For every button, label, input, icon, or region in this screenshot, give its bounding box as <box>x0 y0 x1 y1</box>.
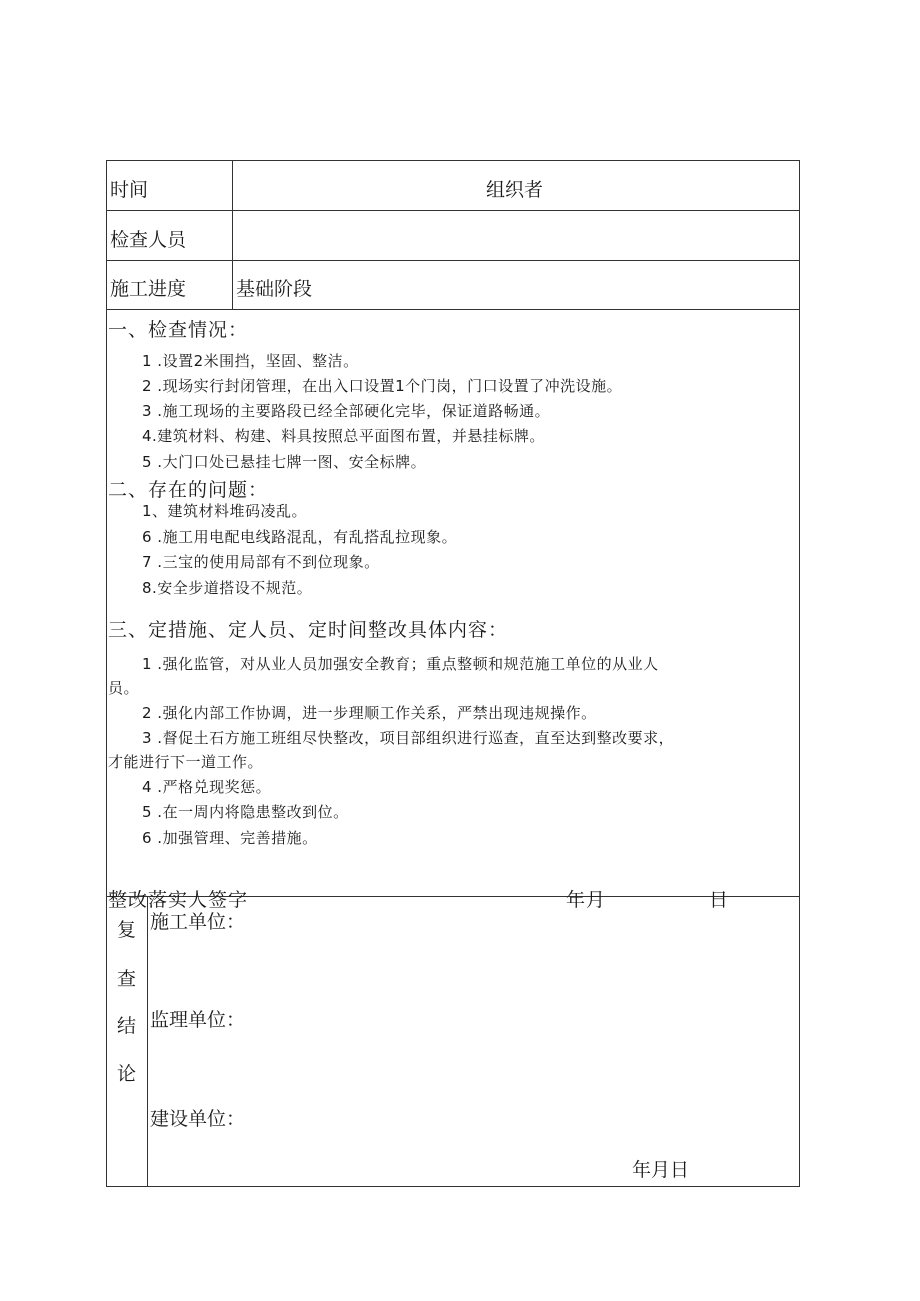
list-item: 1 .设置2米围挡，坚固、整洁。 <box>142 352 359 370</box>
list-item-continuation: 才能进行下一道工作。 <box>108 753 264 771</box>
list-item: 1、建筑材料堆码凌乱。 <box>142 502 308 520</box>
column-divider <box>147 896 148 1187</box>
signature-year-month: 年月 <box>566 889 607 911</box>
time-label: 时间 <box>110 179 149 201</box>
list-item: 5 .在一周内将隐患整改到位。 <box>142 803 349 821</box>
section-1-title: 一、检查情况： <box>108 319 249 341</box>
list-item: 3 .督促土石方施工班组尽快整改，项目部组织进行巡查，直至达到整改要求， <box>142 729 675 747</box>
section-3-title: 三、定措施、定人员、定时间整改具体内容： <box>108 619 509 641</box>
column-divider <box>232 160 233 310</box>
list-item: 4.建筑材料、构建、料具按照总平面图布置，并悬挂标牌。 <box>142 427 545 445</box>
progress-value: 基础阶段 <box>236 278 313 300</box>
list-item: 1 .强化监管，对从业人员加强安全教育；重点整顿和规范施工单位的从业人 <box>142 655 659 673</box>
supervision-unit-label: 监理单位： <box>150 1009 246 1031</box>
list-item: 4 .严格兑现奖惩。 <box>142 778 272 796</box>
list-item: 2 .强化内部工作协调，进一步理顺工作关系，严禁出现违规操作。 <box>142 704 597 722</box>
progress-label: 施工进度 <box>110 278 187 300</box>
signature-label: 整改落实人签字 <box>108 889 249 911</box>
list-item: 3 .施工现场的主要路段已经全部硬化完毕，保证道路畅通。 <box>142 402 551 420</box>
construction-unit-label: 施工单位： <box>150 911 246 933</box>
owner-unit-label: 建设单位： <box>150 1108 246 1130</box>
list-item: 7 .三宝的使用局部有不到位现象。 <box>142 553 380 571</box>
review-label-char: 结 <box>117 1015 137 1037</box>
row-divider <box>106 210 800 211</box>
list-item: 6 .加强管理、完善措施。 <box>142 829 318 847</box>
row-divider <box>106 260 800 261</box>
signature-day: 日 <box>709 889 730 911</box>
list-item: 5 .大门口处已悬挂七牌一图、安全标牌。 <box>142 453 427 471</box>
review-label-char: 查 <box>117 968 137 990</box>
review-date: 年月日 <box>632 1159 690 1181</box>
review-label-char: 复 <box>117 919 137 941</box>
signature-row-clipped <box>106 882 800 911</box>
review-label-char: 论 <box>117 1063 137 1085</box>
row-divider <box>106 309 800 310</box>
organizer-label: 组织者 <box>486 179 544 201</box>
list-item: 6 .施工用电配电线路混乱，有乱搭乱拉现象。 <box>142 528 458 546</box>
list-item: 8.安全步道搭设不规范。 <box>142 579 313 597</box>
section-2-title: 二、存在的问题： <box>108 479 269 501</box>
list-item: 2 .现场实行封闭管理，在出入口设置1个门岗，门口设置了冲洗设施。 <box>142 377 623 395</box>
inspector-label: 检查人员 <box>110 229 187 251</box>
list-item-continuation: 员。 <box>108 679 140 697</box>
